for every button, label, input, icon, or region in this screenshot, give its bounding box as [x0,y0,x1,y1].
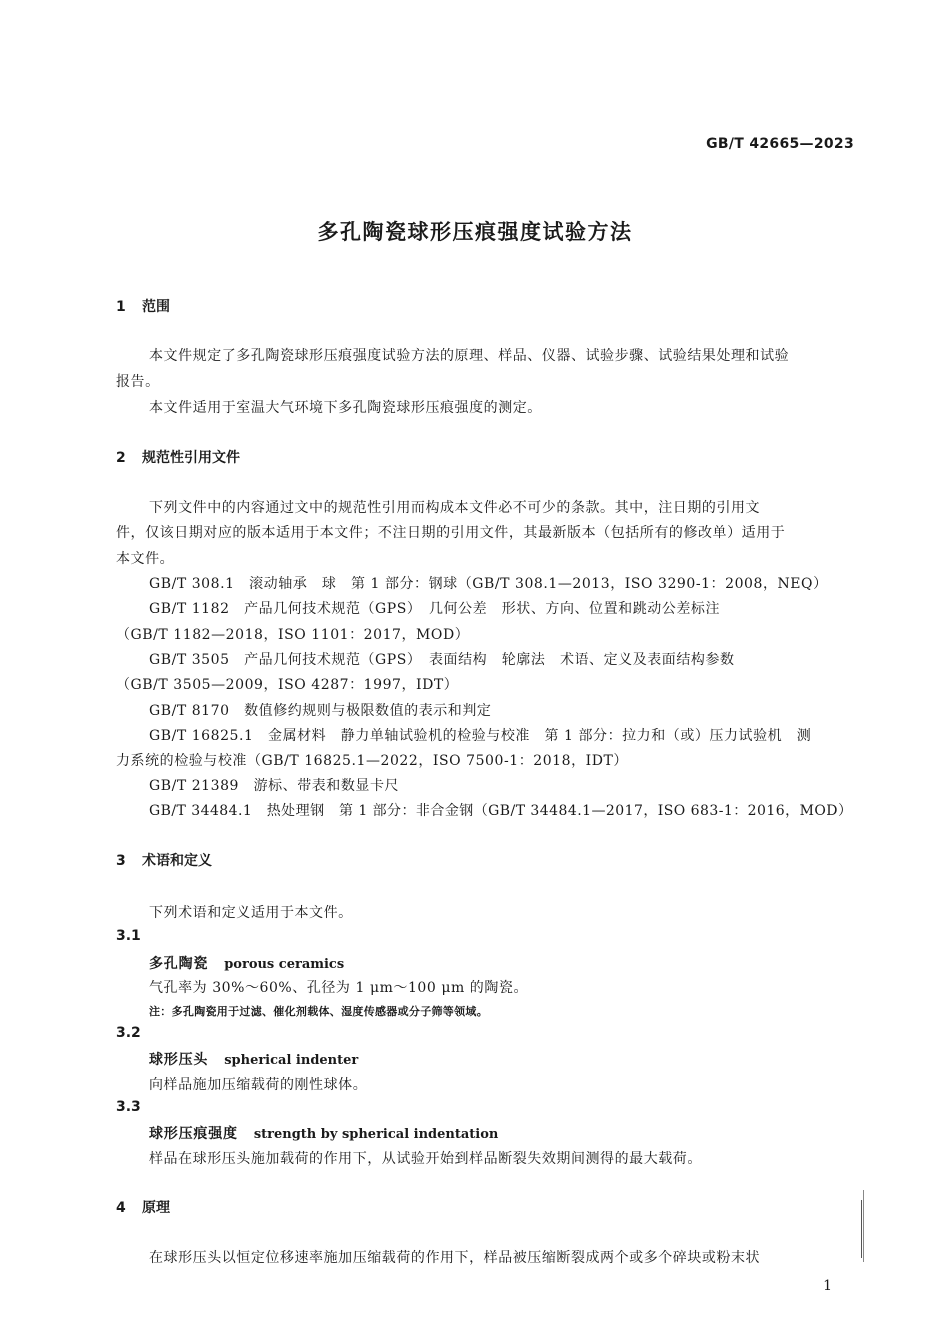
paragraph-line: 件，仅该日期对应的版本适用于本文件；不注日期的引用文件，其最新版本（包括所有的修改单）适用于 [116,525,786,541]
section-number: 3 [116,853,126,869]
reference-item: GB/T 308.1 滚动轴承 球 第 1 部分：钢球（GB/T 308.1—2013，ISO 3290-1：2008，NEQ） [149,576,828,592]
reference-item-continuation: 力系统的检验与校准（GB/T 16825.1—2022，ISO 7500-1：2018，IDT） [116,753,628,769]
section-2-heading [116,447,240,467]
term-definition: 样品在球形压头施加载荷的作用下，从试验开始到样品断裂失效期间测得的最大载荷。 [149,1151,702,1167]
reference-item: GB/T 3505 产品几何技术规范（GPS） 表面结构 轮廓法 术语、定义及表面结构参数 [149,652,735,668]
reference-item: GB/T 8170 数值修约规则与极限数值的表示和判定 [149,703,492,719]
term-entry [149,1123,498,1143]
section-title: 术语和定义 [142,853,212,869]
paragraph-line: 报告。 [116,374,160,390]
section-3-heading [116,850,212,870]
section-1-heading [116,296,170,316]
reference-item-continuation: （GB/T 3505—2009，ISO 4287：1997，IDT） [116,677,459,693]
section-title: 规范性引用文件 [142,450,240,466]
term-chinese: 球形压痕强度 [149,1126,238,1142]
section-number: 2 [116,450,126,466]
section-title: 范围 [142,299,170,315]
section-4-heading [116,1197,170,1217]
term-definition: 气孔率为 30%～60%、孔径为 1 μm～100 μm 的陶瓷。 [149,980,529,996]
page-number: 1 [823,1278,832,1294]
term-english: spherical indenter [224,1053,359,1068]
term-entry [149,1049,358,1069]
term-english: porous ceramics [224,957,345,972]
paragraph-line: 本文件适用于室温大气环境下多孔陶瓷球形压痕强度的测定。 [149,400,542,416]
scan-edge-mark [863,1190,864,1262]
standard-code: GB/T 42665—2023 [706,136,854,152]
term-note: 注：多孔陶瓷用于过滤、催化剂载体、湿度传感器或分子筛等领域。 [149,1005,488,1018]
term-chinese: 多孔陶瓷 [149,956,209,972]
term-entry [149,953,344,973]
term-number: 3.3 [116,1099,141,1115]
term-definition: 向样品施加压缩载荷的刚性球体。 [149,1077,368,1093]
reference-item: GB/T 34484.1 热处理钢 第 1 部分：非合金钢（GB/T 34484.1—2017，ISO 683-1：2016，MOD） [149,803,853,819]
scan-edge-mark [861,1200,862,1258]
paragraph-line: 本文件规定了多孔陶瓷球形压痕强度试验方法的原理、样品、仪器、试验步骤、试验结果处理和试验 [149,348,790,364]
term-number: 3.2 [116,1025,141,1041]
section-title: 原理 [142,1200,170,1216]
section-number: 1 [116,299,126,315]
paragraph-line: 在球形压头以恒定位移速率施加压缩载荷的作用下，样品被压缩断裂成两个或多个碎块或粉末状 [149,1250,761,1266]
section-number: 4 [116,1200,126,1216]
paragraph-line: 下列文件中的内容通过文中的规范性引用而构成本文件必不可少的条款。其中，注日期的引用文 [149,500,761,516]
document-title: 多孔陶瓷球形压痕强度试验方法 [317,220,633,244]
reference-item: GB/T 16825.1 金属材料 静力单轴试验机的检验与校准 第 1 部分：拉力和（或）压力试验机 测 [149,728,812,744]
term-chinese: 球形压头 [149,1052,209,1068]
paragraph-line: 下列术语和定义适用于本文件。 [149,905,353,921]
reference-item: GB/T 21389 游标、带表和数显卡尺 [149,778,400,794]
reference-item: GB/T 1182 产品几何技术规范（GPS） 几何公差 形状、方向、位置和跳动公差标注 [149,601,720,617]
term-number: 3.1 [116,928,141,944]
paragraph-line: 本文件。 [116,551,175,567]
reference-item-continuation: （GB/T 1182—2018，ISO 1101：2017，MOD） [116,627,470,643]
term-english: strength by spherical indentation [253,1127,499,1142]
